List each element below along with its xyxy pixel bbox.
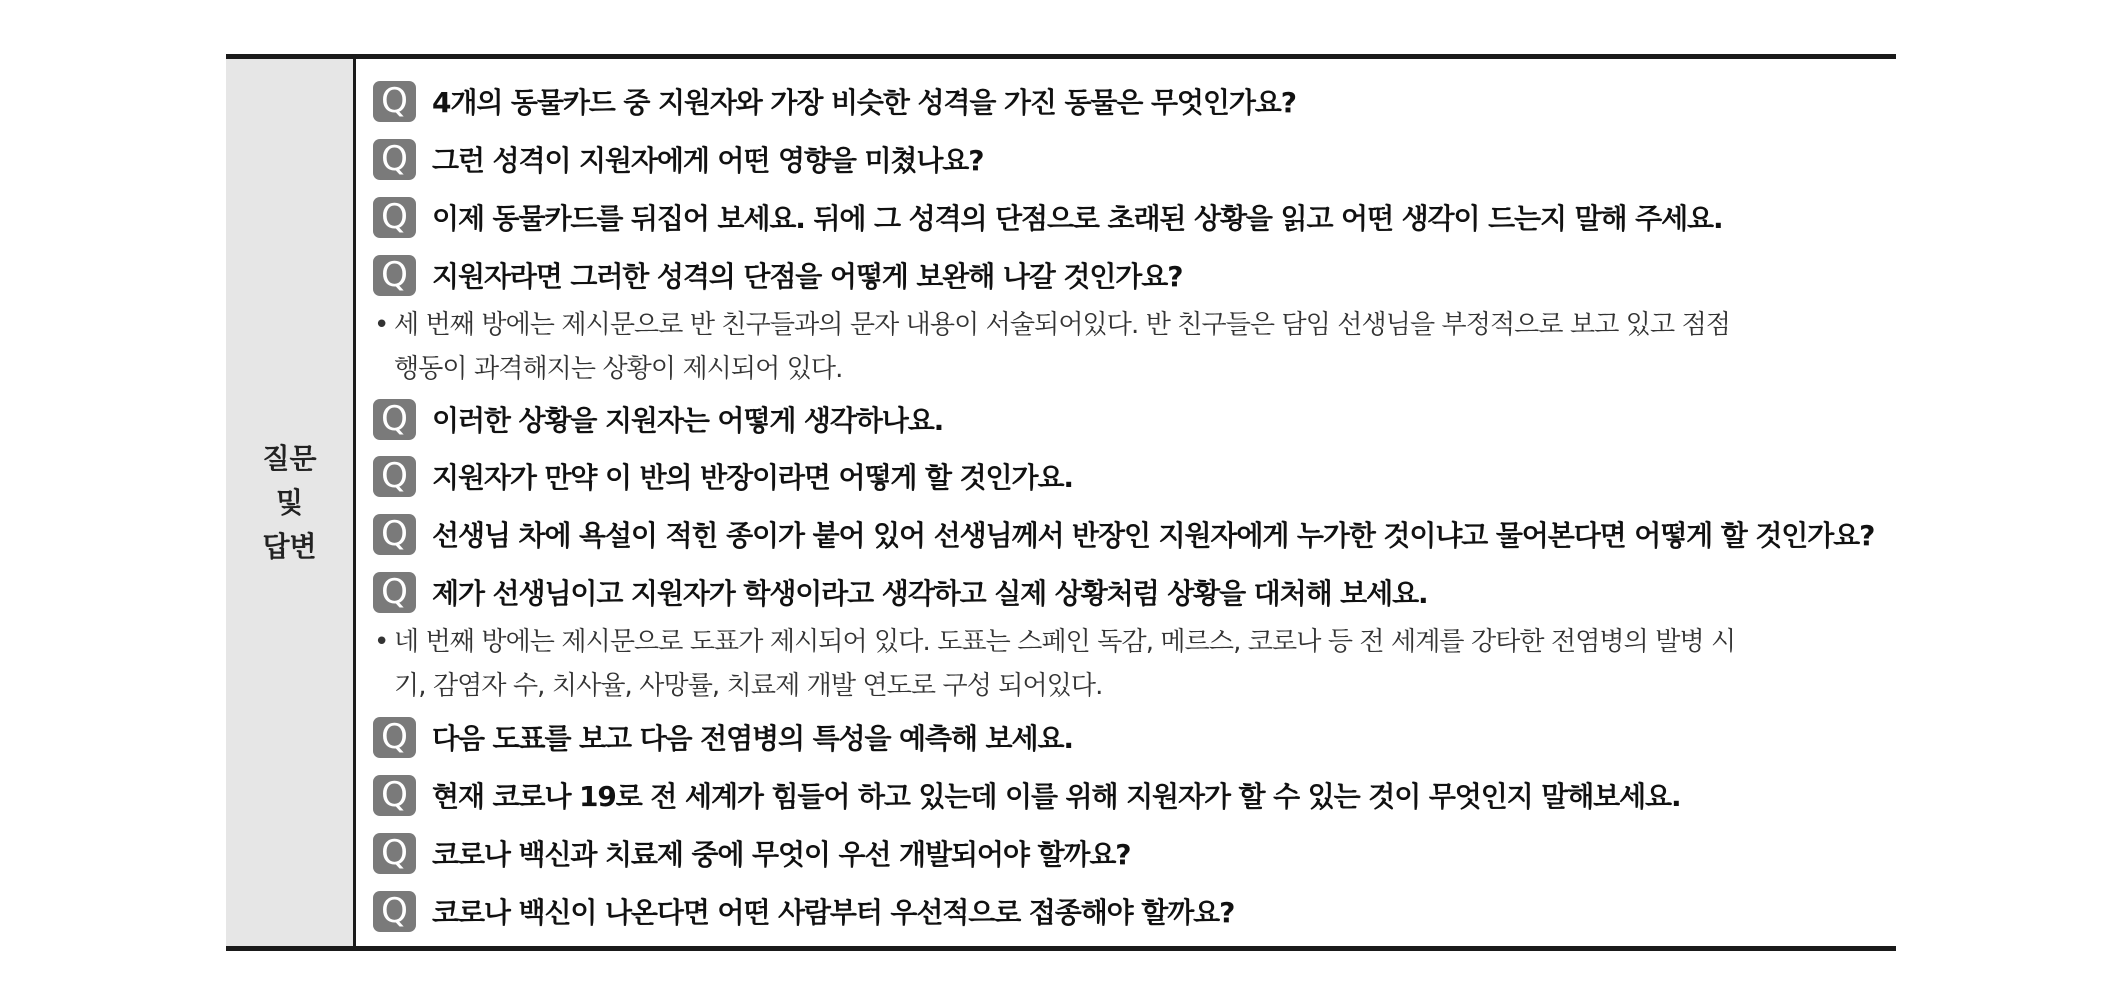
question-text: 다음 도표를 보고 다음 전염병의 특성을 예측해 보세요. (432, 722, 1073, 755)
q-badge-icon: Q (373, 81, 416, 122)
q-badge-icon: Q (373, 514, 416, 555)
question-item (356, 77, 1896, 125)
row-label: 질문 및 답변 (262, 441, 317, 563)
question-item (356, 193, 1896, 241)
question-item (356, 887, 1896, 935)
bullet-icon: • (374, 627, 390, 657)
q-badge-icon: Q (373, 197, 416, 238)
question-item (356, 452, 1896, 500)
answer-content-cell (356, 59, 1896, 946)
question-text: 4개의 동물카드 중 지원자와 가장 비슷한 성격을 가진 동물은 무엇인가요? (432, 86, 1296, 119)
question-item (356, 568, 1896, 616)
question-text: 지원자라면 그러한 성격의 단점을 어떻게 보완해 나갈 것인가요? (432, 260, 1183, 293)
q-badge-icon: Q (373, 717, 416, 758)
q-badge-icon: Q (373, 775, 416, 816)
question-item (356, 771, 1896, 819)
scenario-note (356, 620, 1896, 710)
question-text: 선생님 차에 욕설이 적힌 종이가 붙어 있어 선생님께서 반장인 지원자에게 누가한 것이냐고 물어본다면 어떻게 할 것인가요? (432, 519, 1875, 552)
note-line: 네 번째 방에는 제시문으로 도표가 제시되어 있다. 도표는 스페인 독감, 메르스, 코로나 등 전 세계를 강타한 전염병의 발병 시 (394, 627, 1736, 657)
question-item (356, 395, 1896, 443)
q-badge-icon: Q (373, 572, 416, 613)
q-badge-icon: Q (373, 833, 416, 874)
note-line: 세 번째 방에는 제시문으로 반 친구들과의 문자 내용이 서술되어있다. 반 친구들은 담임 선생님을 부정적으로 보고 있고 점점 (394, 310, 1731, 340)
question-item (356, 251, 1896, 299)
question-item (356, 510, 1896, 558)
question-text: 이러한 상황을 지원자는 어떻게 생각하나요. (432, 404, 944, 437)
question-item (356, 713, 1896, 761)
question-item (356, 135, 1896, 183)
question-text: 이제 동물카드를 뒤집어 보세요. 뒤에 그 성격의 단점으로 초래된 상황을 읽고 어떤 생각이 드는지 말해 주세요. (432, 202, 1723, 235)
question-text: 코로나 백신이 나온다면 어떤 사람부터 우선적으로 접종해야 할까요? (432, 896, 1235, 929)
question-text: 현재 코로나 19로 전 세계가 힘들어 하고 있는데 이를 위해 지원자가 할 수 있는 것이 무엇인지 말해보세요. (432, 780, 1681, 813)
q-badge-icon: Q (373, 399, 416, 440)
q-badge-icon: Q (373, 139, 416, 180)
q-badge-icon: Q (373, 255, 416, 296)
row-label-cell (226, 59, 356, 946)
bullet-icon: • (374, 310, 390, 340)
question-text: 지원자가 만약 이 반의 반장이라면 어떻게 할 것인가요. (432, 461, 1073, 494)
question-text: 제가 선생님이고 지원자가 학생이라고 생각하고 실제 상황처럼 상황을 대처해 보세요. (432, 577, 1428, 610)
question-item (356, 829, 1896, 877)
note-line: 행동이 과격해지는 상황이 제시되어 있다. (394, 354, 843, 384)
q-badge-icon: Q (373, 456, 416, 497)
question-text: 코로나 백신과 치료제 중에 무엇이 우선 개발되어야 할까요? (432, 838, 1131, 871)
qa-table (226, 54, 1896, 951)
question-text: 그런 성격이 지원자에게 어떤 영향을 미쳤나요? (432, 144, 984, 177)
q-badge-icon: Q (373, 891, 416, 932)
note-line: 기, 감염자 수, 치사율, 사망률, 치료제 개발 연도로 구성 되어있다. (394, 671, 1103, 701)
scenario-note (356, 303, 1896, 393)
